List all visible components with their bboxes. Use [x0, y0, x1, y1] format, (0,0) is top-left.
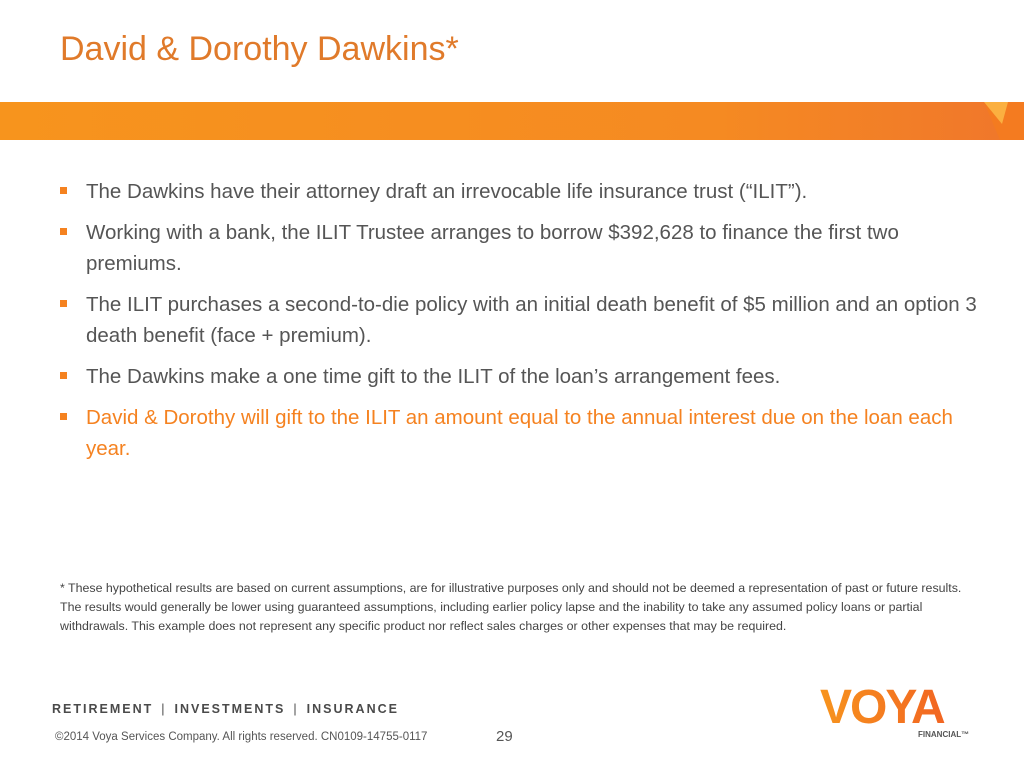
bullet-item: [60, 176, 980, 207]
footer-tagline: [52, 702, 399, 716]
bullet-square-icon: [60, 300, 67, 307]
voya-logo: [818, 680, 983, 742]
bullet-square-icon: [60, 372, 67, 379]
tagline-insurance: INSURANCE: [306, 702, 399, 716]
logo-wordmark: VOYA: [820, 681, 944, 734]
band-accent-shape: [964, 102, 1024, 140]
bullet-item: [60, 217, 980, 279]
tagline-separator: |: [161, 702, 167, 716]
header-band: [0, 102, 1024, 140]
bullet-item: [60, 361, 980, 392]
bullet-square-icon: [60, 413, 67, 420]
bullet-square-icon: [60, 187, 67, 194]
bullet-item-highlight: [60, 402, 980, 464]
bullet-list: [60, 176, 980, 474]
bullet-text: Working with a bank, the ILIT Trustee arranges to borrow $392,628 to finance the first two premiums.: [86, 221, 899, 275]
bullet-text: The ILIT purchases a second-to-die policy with an initial death benefit of $5 million and an option 3 death benefit (face + premium).: [86, 293, 977, 347]
bullet-text: The Dawkins make a one time gift to the ILIT of the loan’s arrangement fees.: [86, 365, 781, 388]
page-number: 29: [496, 728, 513, 745]
bullet-square-icon: [60, 228, 67, 235]
tagline-investments: INVESTMENTS: [174, 702, 286, 716]
disclaimer-text: * These hypothetical results are based on current assumptions, are for illustrative purposes only and should not be deemed a representation of past or future results. The results would generally be lower using guaranteed assumptions, including earlier policy lapse and the inability to take any assumed policy loans or partial withdrawals. This example does not represent any specific product nor reflect sales charges or other expenses that may be required.: [60, 581, 962, 634]
bullet-text: The Dawkins have their attorney draft an irrevocable life insurance trust (“ILIT”).: [86, 180, 808, 203]
copyright-text: ©2014 Voya Services Company. All rights reserved. CN0109-14755-0117: [55, 731, 428, 743]
bullet-item: [60, 289, 980, 351]
tagline-separator: |: [293, 702, 299, 716]
bullet-text: David & Dorothy will gift to the ILIT an amount equal to the annual interest due on the loan each year.: [86, 406, 953, 460]
logo-subtext: FINANCIAL™: [918, 730, 970, 739]
tagline-retirement: RETIREMENT: [52, 702, 154, 716]
slide-title: David & Dorothy Dawkins*: [60, 30, 459, 68]
